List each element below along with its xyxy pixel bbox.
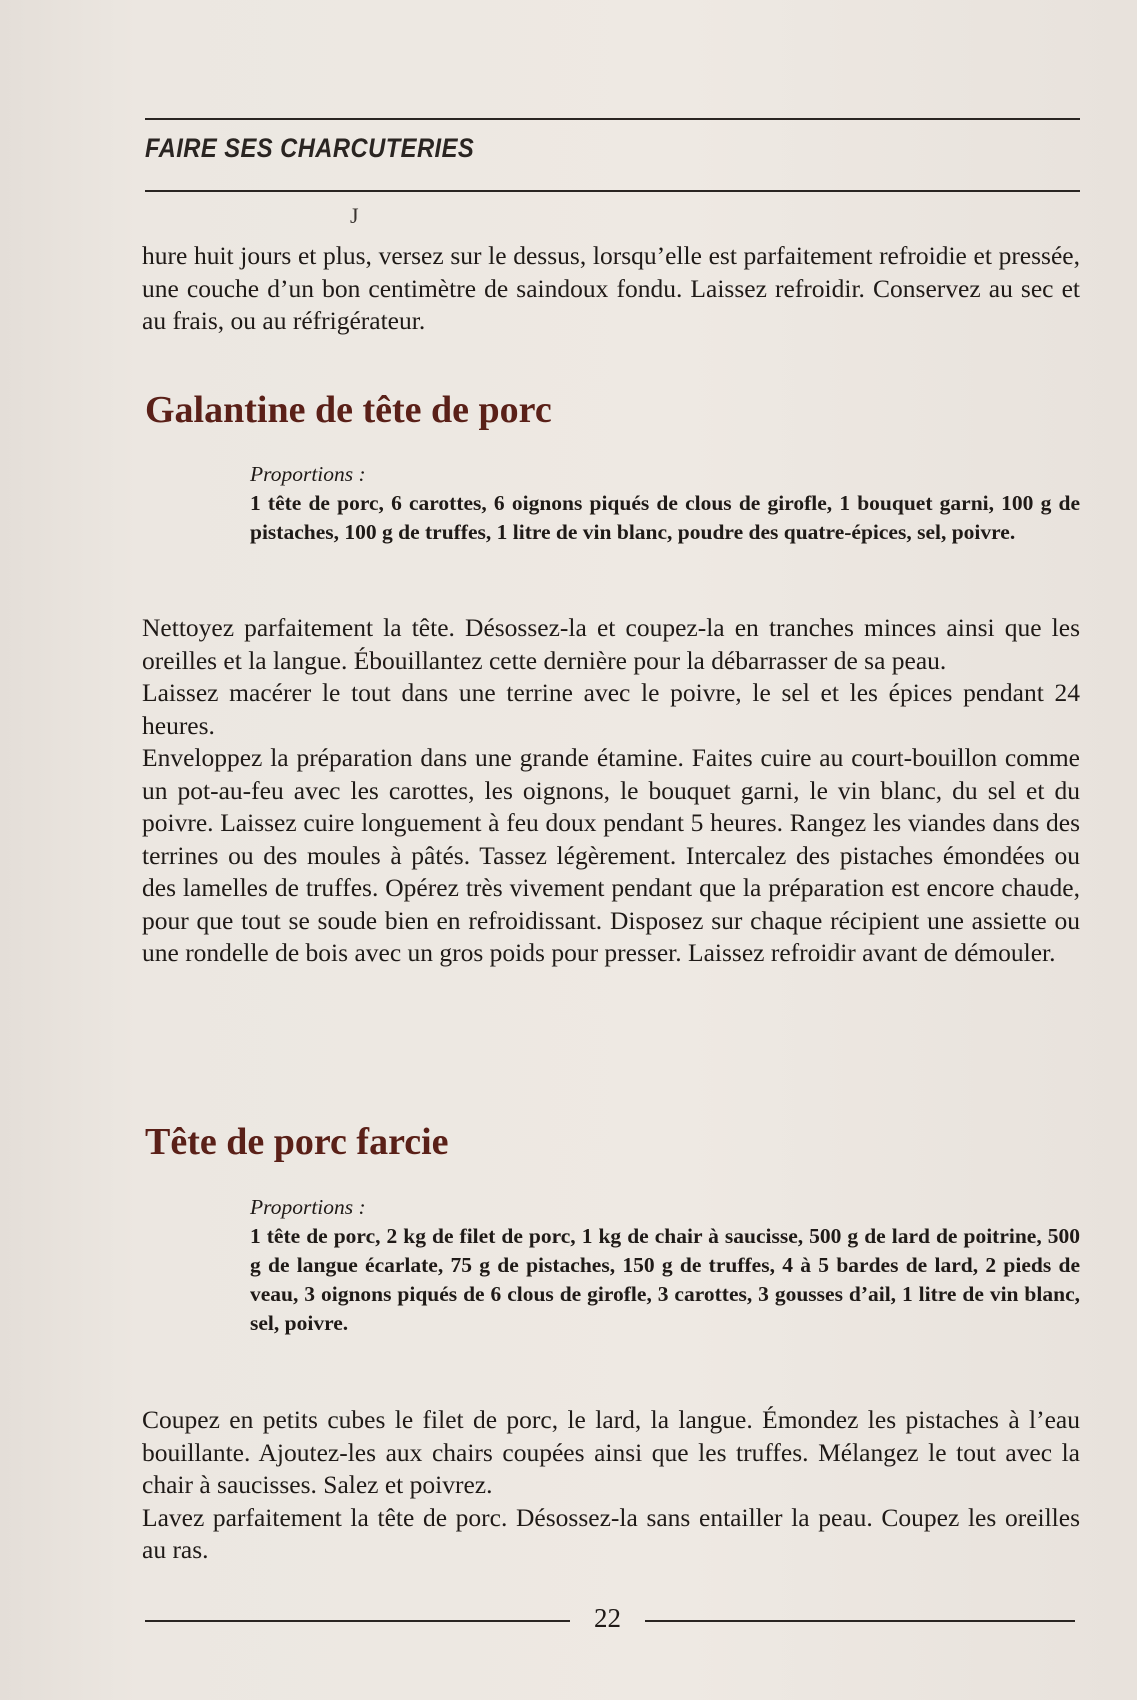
proportions-block-tete-farcie xyxy=(250,1193,1080,1338)
ingredients-list: 1 tête de porc, 6 carottes, 6 oignons piqués de clous de girofle, 1 bouquet garni, 100 g de pistaches, 100 g de truffes, 1 litre de vin blanc, poudre des quatre-épices, sel, poivre. xyxy=(250,491,1080,544)
ingredients-list: 1 tête de porc, 2 kg de filet de porc, 1 kg de chair à saucisse, 500 g de lard de poitrine, 500 g de langue écarlate, 75 g de pistaches, 150 g de truffes, 4 à 5 bardes de lard, 2 pieds de veau, 3 oignons piqués de 6 clous de girofle, 3 carottes, 3 gousses d’ail, 1 litre de vin blanc, sel, poivre. xyxy=(250,1224,1080,1335)
recipe-title-galantine: Galantine de tête de porc xyxy=(145,389,552,431)
footer-rule-left xyxy=(145,1620,570,1622)
footer-rule-right xyxy=(645,1620,1075,1622)
recipe-body-galantine xyxy=(142,612,1080,970)
proportions-label: Proportions : xyxy=(250,1195,366,1219)
recipe-body-tete-farcie xyxy=(142,1404,1080,1567)
intro-paragraph-block xyxy=(142,240,1080,338)
recipe-paragraph: Coupez en petits cubes le filet de porc, le lard, la langue. Émondez les pistaches à l’eau bouillante. Ajoutez-les aux chairs coupées ainsi que les truffes. Mélangez le tout avec la chair à saucisses. Salez et poivrez. xyxy=(142,1405,1080,1499)
recipe-title-tete-farcie: Tête de porc farcie xyxy=(145,1121,449,1163)
recipe-paragraph: Enveloppez la préparation dans une grande étamine. Faites cuire au court-bouillon comme un pot-au-feu avec les carottes, les oignons, le bouquet garni, le vin blanc, du sel et du poivre. Laissez cuire longuement à feu doux pendant 5 heures. Rangez les viandes dans des terrines ou des moules à pâtés. Tassez légèrement. Intercalez des pistaches émondées ou des lamelles de truffes. Opérez très vivement pendant que la préparation est encore chaude, pour que tout se soude bien en refroidissant. Disposez sur chaque récipient une assiette ou une rondelle de bois avec un gros poids pour presser. Laissez refroidir avant de démouler. xyxy=(142,743,1080,967)
page-number: 22 xyxy=(594,1603,621,1633)
proportions-block-galantine xyxy=(250,460,1080,547)
running-head: FAIRE SES CHARCUTERIES xyxy=(145,133,475,163)
header-rule-top xyxy=(145,118,1080,120)
header-rule-bottom xyxy=(145,190,1080,192)
proportions-label: Proportions : xyxy=(250,462,366,486)
recipe-paragraph: Lavez parfaitement la tête de porc. Désossez-la sans entailler la peau. Coupez les oreilles au ras. xyxy=(142,1502,1080,1564)
stray-mark: J xyxy=(350,203,359,228)
recipe-paragraph: Laissez macérer le tout dans une terrine avec le poivre, le sel et les épices pendant 24 heures. xyxy=(142,678,1080,740)
intro-paragraph: hure huit jours et plus, versez sur le dessus, lorsqu’elle est parfaitement refroidie et pressée, une couche d’un bon centimètre de saindoux fondu. Laissez refroidir. Conservez au sec et au frais, ou au réfrigérateur. xyxy=(142,241,1080,335)
recipe-paragraph: Nettoyez parfaitement la tête. Désossez-la et coupez-la en tranches minces ainsi que les oreilles et la langue. Ébouillantez cette dernière pour la débarrasser de sa peau. xyxy=(142,613,1080,675)
